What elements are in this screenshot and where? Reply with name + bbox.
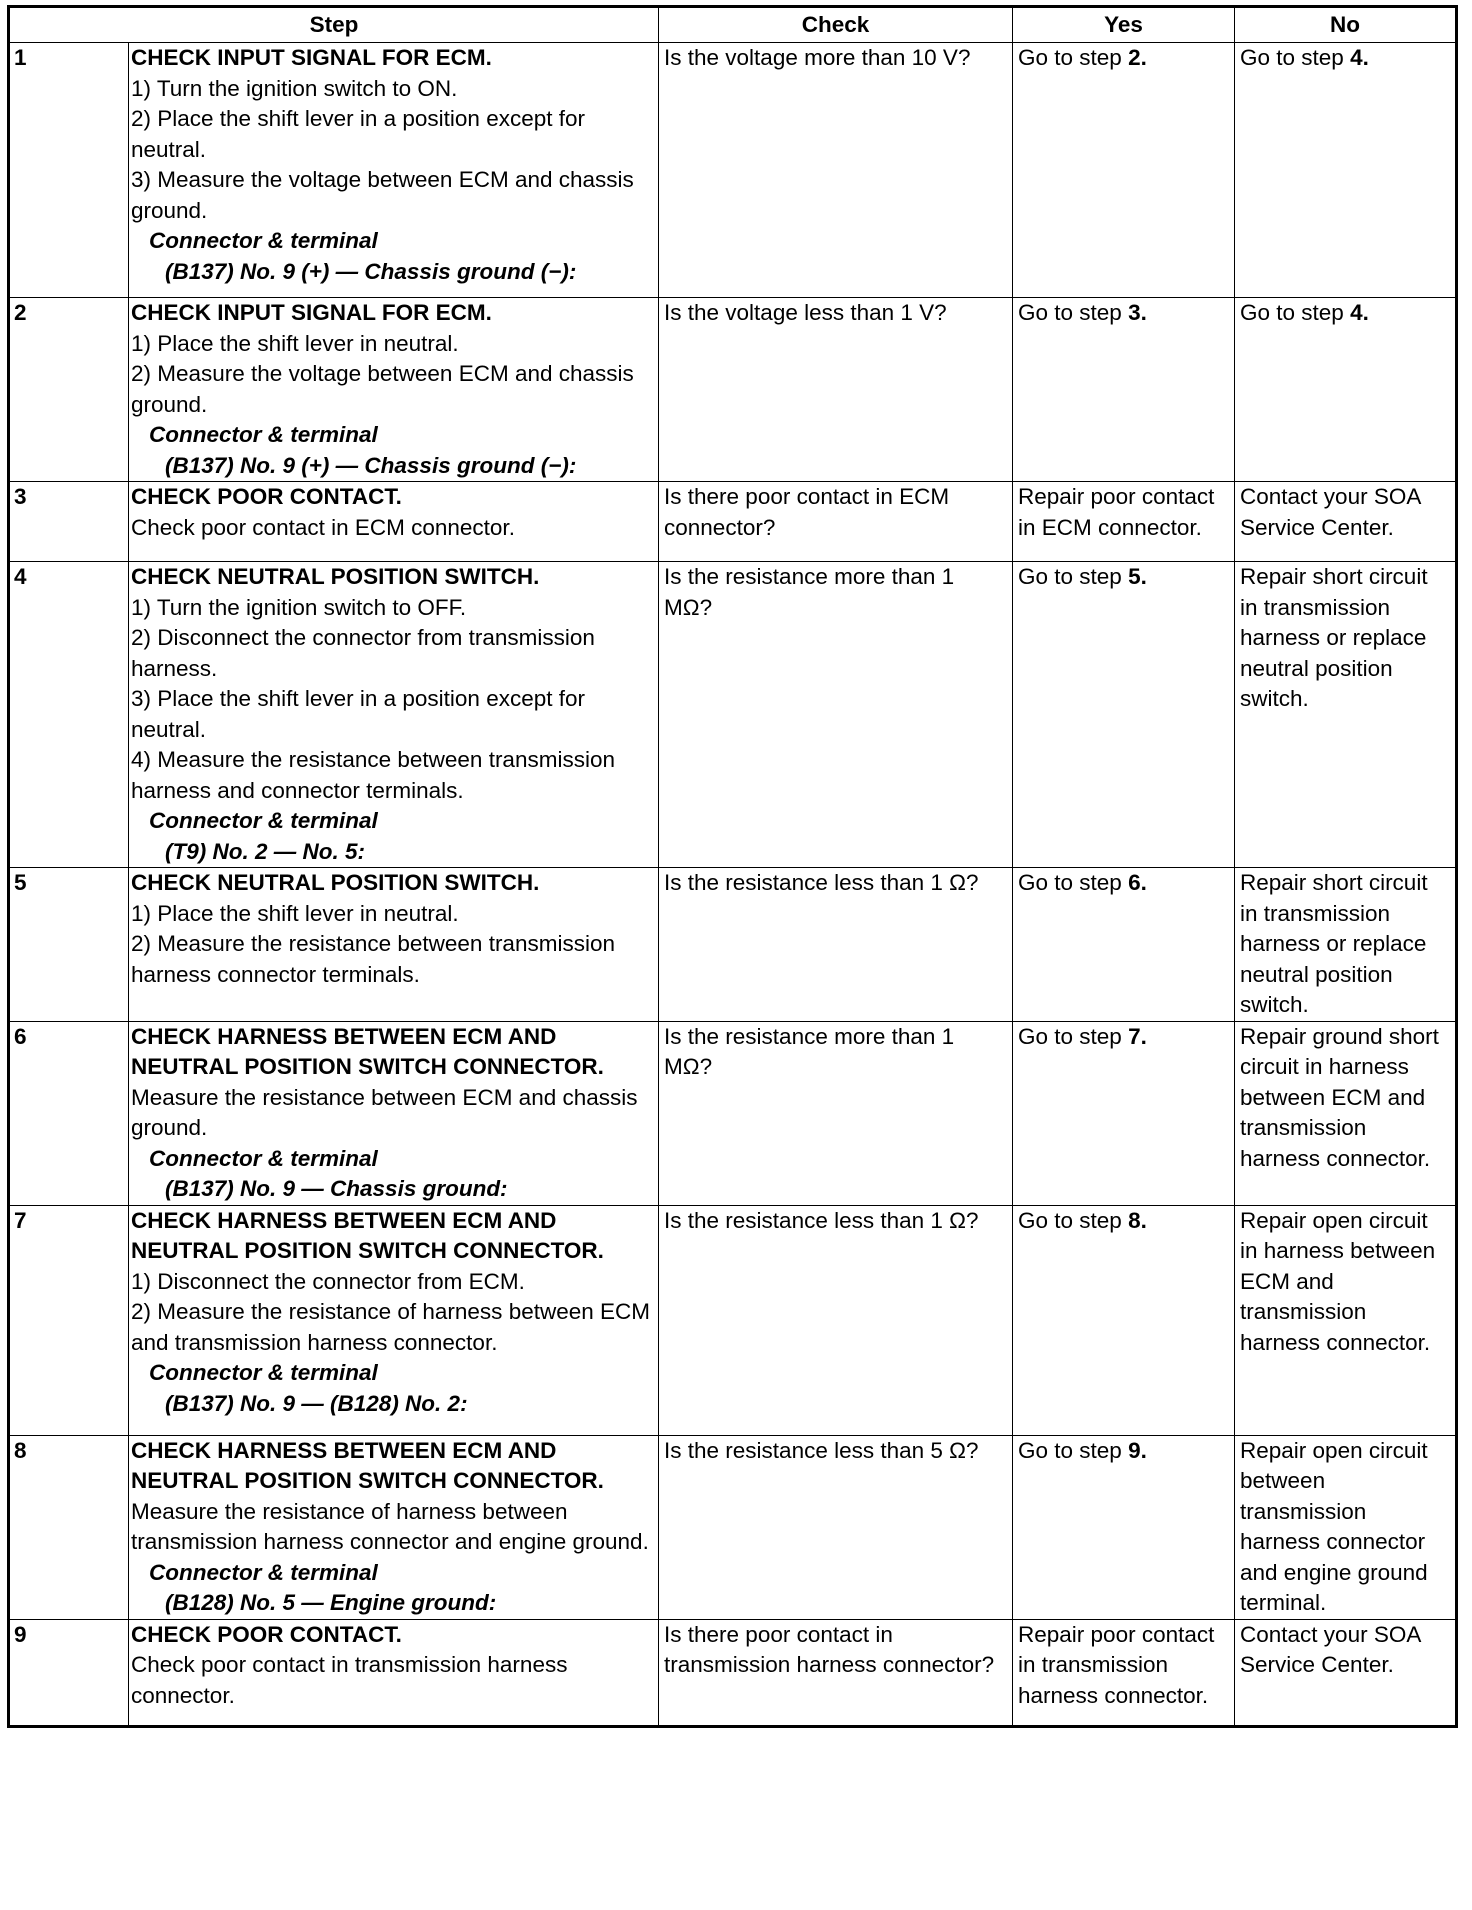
step-title: CHECK HARNESS BETWEEN ECM AND NEUTRAL POSITION SWITCH CONNECTOR.	[131, 1437, 604, 1493]
yes-text: Go to step	[1018, 45, 1129, 70]
no-step-ref: 4.	[1350, 300, 1369, 325]
no-step-ref: 4.	[1350, 45, 1369, 70]
header-yes: Yes	[1013, 7, 1235, 43]
table-row	[9, 1435, 1457, 1619]
no-text: Repair open circuit between transmission harness connector and engine ground terminal.	[1240, 1437, 1428, 1615]
step-title: CHECK NEUTRAL POSITION SWITCH.	[131, 564, 540, 589]
step-instruction: 1) Turn the ignition switch to OFF.	[131, 594, 467, 620]
step-cell	[129, 1205, 659, 1435]
step-instruction: Measure the resistance of harness between transmission harness connector and engine ground.	[131, 1498, 649, 1554]
no-cell	[1235, 1205, 1457, 1435]
connector-terminal: (B137) No. 9 — Chassis ground:	[165, 1176, 508, 1201]
table-row	[9, 43, 1457, 298]
yes-step-ref: 6.	[1128, 870, 1147, 895]
step-instruction: 4) Measure the resistance between transmission harness and connector terminals.	[131, 747, 615, 803]
connector-terminal: (B128) No. 5 — Engine ground:	[165, 1590, 497, 1615]
yes-cell	[1013, 43, 1235, 298]
yes-step-ref: 8.	[1128, 1207, 1147, 1233]
step-cell	[129, 482, 659, 562]
step-cell	[129, 1619, 659, 1726]
step-title: CHECK NEUTRAL POSITION SWITCH.	[131, 870, 540, 895]
check-cell: Is there poor contact in transmission harness connector?	[659, 1619, 1013, 1726]
table-row	[9, 1619, 1457, 1726]
step-title: CHECK HARNESS BETWEEN ECM AND NEUTRAL POSITION SWITCH CONNECTOR.	[131, 1207, 604, 1263]
yes-text: Go to step	[1018, 300, 1129, 325]
header-check: Check	[659, 7, 1013, 43]
step-number: 4	[9, 562, 129, 868]
diagnostic-table	[7, 5, 1458, 1728]
table-body	[9, 43, 1457, 1727]
no-text: Go to step	[1240, 300, 1351, 325]
step-instruction: 2) Measure the resistance of harness between ECM and transmission harness connector.	[131, 1299, 651, 1355]
yes-cell	[1013, 562, 1235, 868]
table-row	[9, 1205, 1457, 1435]
check-cell: Is the resistance more than 1 MΩ?	[659, 1021, 1013, 1205]
no-cell	[1235, 298, 1457, 482]
yes-cell	[1013, 1619, 1235, 1726]
check-cell: Is the resistance less than 5 Ω?	[659, 1435, 1013, 1619]
no-text: Contact your SOA Service Center.	[1240, 1621, 1421, 1677]
yes-step-ref: 3.	[1128, 300, 1147, 325]
table-row	[9, 1021, 1457, 1205]
step-number: 8	[9, 1435, 129, 1619]
step-instruction: 2) Place the shift lever in a position except for neutral.	[131, 106, 585, 162]
table-row	[9, 482, 1457, 562]
no-text: Repair ground short circuit in harness between ECM and transmission harness connector.	[1240, 1023, 1439, 1171]
step-title: CHECK INPUT SIGNAL FOR ECM.	[131, 300, 492, 325]
connector-label: Connector & terminal	[149, 1360, 378, 1385]
table-row	[9, 562, 1457, 868]
connector-terminal: (T9) No. 2 — No. 5:	[165, 838, 366, 864]
no-text: Repair open circuit in harness between ECM and transmission harness connector.	[1240, 1207, 1436, 1355]
step-cell	[129, 562, 659, 868]
step-cell	[129, 43, 659, 298]
step-title: CHECK POOR CONTACT.	[131, 484, 402, 509]
connector-label: Connector & terminal	[149, 228, 378, 253]
step-instruction: 1) Disconnect the connector from ECM.	[131, 1268, 525, 1294]
no-text: Repair short circuit in transmission harness or replace neutral position switch.	[1240, 870, 1428, 1017]
table-row	[9, 298, 1457, 482]
step-instruction: 3) Measure the voltage between ECM and chassis ground.	[131, 167, 634, 223]
yes-text: Go to step	[1018, 870, 1129, 895]
step-instruction: 1) Place the shift lever in neutral.	[131, 330, 459, 356]
yes-text: Go to step	[1018, 564, 1129, 589]
check-cell: Is the voltage less than 1 V?	[659, 298, 1013, 482]
yes-text: Repair poor contact in transmission harness connector.	[1018, 1621, 1215, 1708]
step-instruction: 1) Place the shift lever in neutral.	[131, 900, 459, 926]
step-instruction: 2) Measure the voltage between ECM and chassis ground.	[131, 361, 634, 417]
no-cell	[1235, 562, 1457, 868]
yes-step-ref: 5.	[1128, 564, 1147, 589]
step-cell	[129, 868, 659, 1022]
yes-cell	[1013, 1021, 1235, 1205]
check-cell: Is the resistance less than 1 Ω?	[659, 868, 1013, 1022]
yes-text: Repair poor contact in ECM connector.	[1018, 484, 1215, 540]
yes-step-ref: 7.	[1128, 1023, 1147, 1049]
step-number: 3	[9, 482, 129, 562]
yes-step-ref: 2.	[1128, 45, 1147, 70]
yes-cell	[1013, 482, 1235, 562]
no-text: Go to step	[1240, 45, 1351, 70]
step-instruction: 2) Disconnect the connector from transmission harness.	[131, 625, 595, 681]
yes-cell	[1013, 298, 1235, 482]
header-no: No	[1235, 7, 1457, 43]
check-cell: Is there poor contact in ECM connector?	[659, 482, 1013, 562]
yes-text: Go to step	[1018, 1437, 1129, 1463]
step-number: 6	[9, 1021, 129, 1205]
step-title: CHECK HARNESS BETWEEN ECM AND NEUTRAL POSITION SWITCH CONNECTOR.	[131, 1023, 604, 1079]
check-cell: Is the voltage more than 10 V?	[659, 43, 1013, 298]
step-cell	[129, 1021, 659, 1205]
no-cell	[1235, 43, 1457, 298]
step-title: CHECK POOR CONTACT.	[131, 1621, 402, 1647]
yes-cell	[1013, 1205, 1235, 1435]
connector-terminal: (B137) No. 9 (+) — Chassis ground (−):	[165, 452, 577, 478]
step-instruction: 3) Place the shift lever in a position except for neutral.	[131, 686, 585, 742]
yes-text: Go to step	[1018, 1023, 1129, 1049]
table-header-row	[9, 7, 1457, 43]
table-row	[9, 868, 1457, 1022]
check-cell: Is the resistance less than 1 Ω?	[659, 1205, 1013, 1435]
yes-step-ref: 9.	[1128, 1437, 1147, 1463]
step-instruction: Check poor contact in transmission harness connector.	[131, 1652, 568, 1708]
header-step: Step	[9, 7, 659, 43]
connector-terminal: (B137) No. 9 — (B128) No. 2:	[165, 1390, 468, 1416]
connector-label: Connector & terminal	[149, 422, 378, 447]
step-number: 1	[9, 43, 129, 298]
step-instruction: Check poor contact in ECM connector.	[131, 514, 515, 540]
yes-cell	[1013, 1435, 1235, 1619]
no-text: Contact your SOA Service Center.	[1240, 484, 1421, 540]
connector-label: Connector & terminal	[149, 1145, 378, 1171]
step-cell	[129, 298, 659, 482]
step-number: 9	[9, 1619, 129, 1726]
step-instruction: 2) Measure the resistance between transmission harness connector terminals.	[131, 931, 615, 987]
step-cell	[129, 1435, 659, 1619]
step-title: CHECK INPUT SIGNAL FOR ECM.	[131, 45, 492, 70]
no-text: Repair short circuit in transmission harness or replace neutral position switch.	[1240, 564, 1428, 711]
step-instruction: Measure the resistance between ECM and chassis ground.	[131, 1084, 638, 1140]
connector-terminal: (B137) No. 9 (+) — Chassis ground (−):	[165, 258, 577, 284]
step-number: 7	[9, 1205, 129, 1435]
step-number: 2	[9, 298, 129, 482]
yes-text: Go to step	[1018, 1207, 1129, 1233]
step-instruction: 1) Turn the ignition switch to ON.	[131, 75, 458, 101]
connector-label: Connector & terminal	[149, 808, 378, 833]
no-cell	[1235, 868, 1457, 1022]
connector-label: Connector & terminal	[149, 1559, 378, 1585]
no-cell	[1235, 1021, 1457, 1205]
step-number: 5	[9, 868, 129, 1022]
no-cell	[1235, 1619, 1457, 1726]
no-cell	[1235, 482, 1457, 562]
check-cell: Is the resistance more than 1 MΩ?	[659, 562, 1013, 868]
no-cell	[1235, 1435, 1457, 1619]
yes-cell	[1013, 868, 1235, 1022]
